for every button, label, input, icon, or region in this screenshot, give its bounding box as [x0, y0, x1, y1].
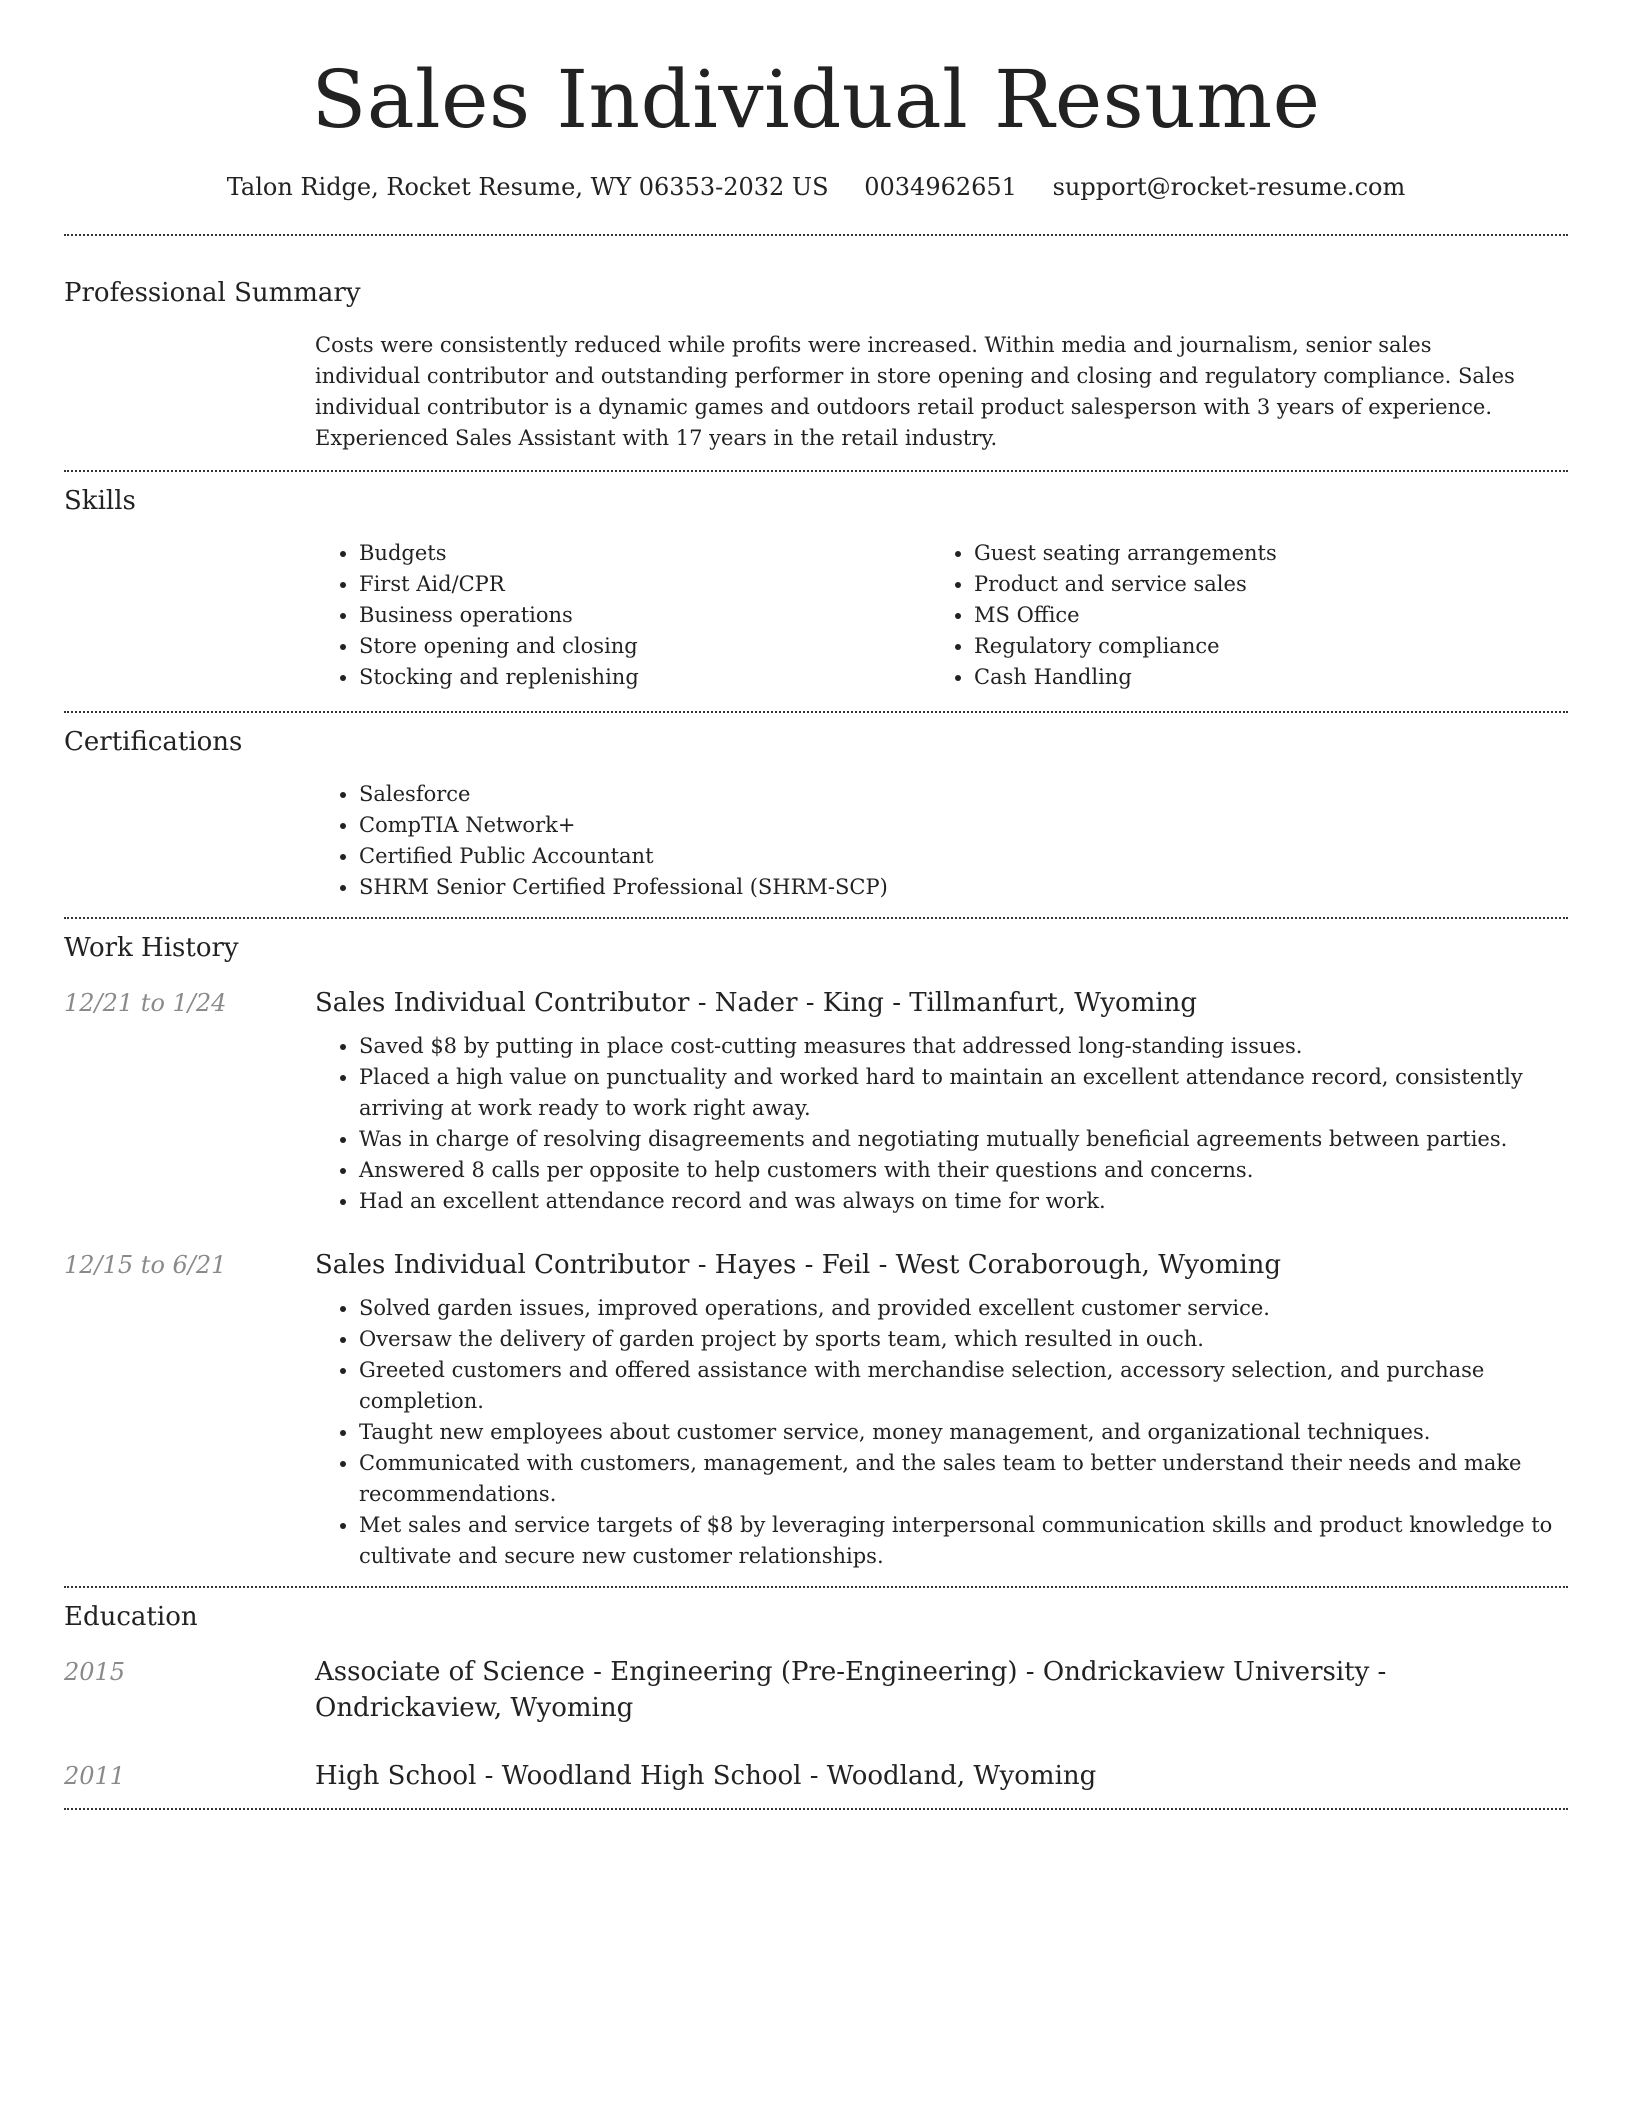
contact-address: Talon Ridge, Rocket Resume, WY 06353-2032 US [226, 173, 829, 201]
skill-item: • Store opening and closing [359, 631, 930, 662]
job-date: 12/15 to 6/21 [64, 1251, 227, 1279]
certification-item: • Salesforce [359, 779, 1568, 810]
certification-item: • CompTIA Network+ [359, 810, 1568, 841]
job-bullet: • Placed a high value on punctuality and worked hard to maintain an excellent attendance record, consistently arriving at work ready to work right away. [359, 1062, 1568, 1124]
work-section [64, 919, 1568, 1586]
job-entry [64, 985, 1568, 1217]
skill-item: • Business operations [359, 600, 930, 631]
skills-column-right [930, 538, 1545, 693]
contact-phone: 0034962651 [864, 173, 1017, 201]
job-entry [64, 1247, 1568, 1586]
education-heading: High School - Woodland High School - Woodland, Wyoming [315, 1761, 1097, 1791]
contact-line [64, 170, 1568, 204]
resume-header [64, 0, 1568, 204]
skill-item: • Product and service sales [974, 569, 1545, 600]
skill-item: • Stocking and replenishing [359, 662, 930, 693]
job-bullets [315, 1293, 1568, 1586]
skill-item: • Guest seating arrangements [974, 538, 1545, 569]
job-date: 12/21 to 1/24 [64, 989, 227, 1017]
skills-section [64, 472, 1568, 711]
education-date: 2011 [64, 1762, 126, 1790]
skills-list [315, 538, 1568, 711]
job-bullet: • Oversaw the delivery of garden project by sports team, which resulted in ouch. [359, 1324, 1568, 1355]
certification-item: • SHRM Senior Certified Professional (SHRM-SCP) [359, 872, 1568, 903]
summary-text: Costs were consistently reduced while profits were increased. Within media and journalism, senior sales individual contributor and outstanding performer in store opening and closing and regulatory compliance. Sales individual contributor is a dynamic games and outdoors retail product salesperson with 3 years of experience. Experienced Sales Assistant with 17 years in the retail industry. [315, 333, 1515, 450]
job-bullet: • Answered 8 calls per opposite to help customers with their questions and concerns. [359, 1155, 1568, 1186]
section-title-summary: Professional Summary [64, 278, 361, 308]
skill-item: • MS Office [974, 600, 1545, 631]
job-bullet: • Saved $8 by putting in place cost-cutting measures that addressed long-standing issues. [359, 1031, 1568, 1062]
job-bullet: • Was in charge of resolving disagreements and negotiating mutually beneficial agreements between parties. [359, 1124, 1568, 1155]
skill-item: • Budgets [359, 538, 930, 569]
certifications-list [315, 779, 1568, 917]
certifications-section [64, 713, 1568, 917]
education-date: 2015 [64, 1658, 126, 1686]
certification-item: • Certified Public Accountant [359, 841, 1568, 872]
summary-section [64, 236, 1568, 470]
job-bullet: • Had an excellent attendance record and was always on time for work. [359, 1186, 1568, 1217]
job-bullet: • Greeted customers and offered assistance with merchandise selection, accessory selection, and purchase completion. [359, 1355, 1568, 1417]
skill-item: • Regulatory compliance [974, 631, 1545, 662]
job-bullet: • Taught new employees about customer service, money management, and organizational techniques. [359, 1417, 1568, 1448]
section-title-work: Work History [64, 933, 239, 963]
divider [64, 1808, 1568, 1810]
education-entry [64, 1758, 1568, 1808]
job-bullet: • Communicated with customers, management, and the sales team to better understand their needs and make recommendations. [359, 1448, 1568, 1510]
job-bullet: • Solved garden issues, improved operations, and provided excellent customer service. [359, 1293, 1568, 1324]
education-heading: Associate of Science - Engineering (Pre-Engineering) - Ondrickaview University - Ondrickaview, Wyoming [315, 1657, 1387, 1723]
contact-email: support@rocket-resume.com [1052, 173, 1406, 201]
resume-title: Sales Individual Resume [311, 53, 1321, 146]
section-title-skills: Skills [64, 486, 136, 516]
education-section [64, 1588, 1568, 1808]
section-title-education: Education [64, 1602, 198, 1632]
education-entry [64, 1654, 1568, 1726]
job-heading: Sales Individual Contributor - Nader - King - Tillmanfurt, Wyoming [315, 988, 1198, 1018]
skill-item: • Cash Handling [974, 662, 1545, 693]
job-heading: Sales Individual Contributor - Hayes - Feil - West Coraborough, Wyoming [315, 1250, 1282, 1280]
section-title-certifications: Certifications [64, 727, 243, 757]
skills-column-left [315, 538, 930, 693]
job-bullet: • Met sales and service targets of $8 by leveraging interpersonal communication skills and product knowledge to cultivate and secure new customer relationships. [359, 1510, 1568, 1572]
job-bullets [315, 1031, 1568, 1217]
skill-item: • First Aid/CPR [359, 569, 930, 600]
